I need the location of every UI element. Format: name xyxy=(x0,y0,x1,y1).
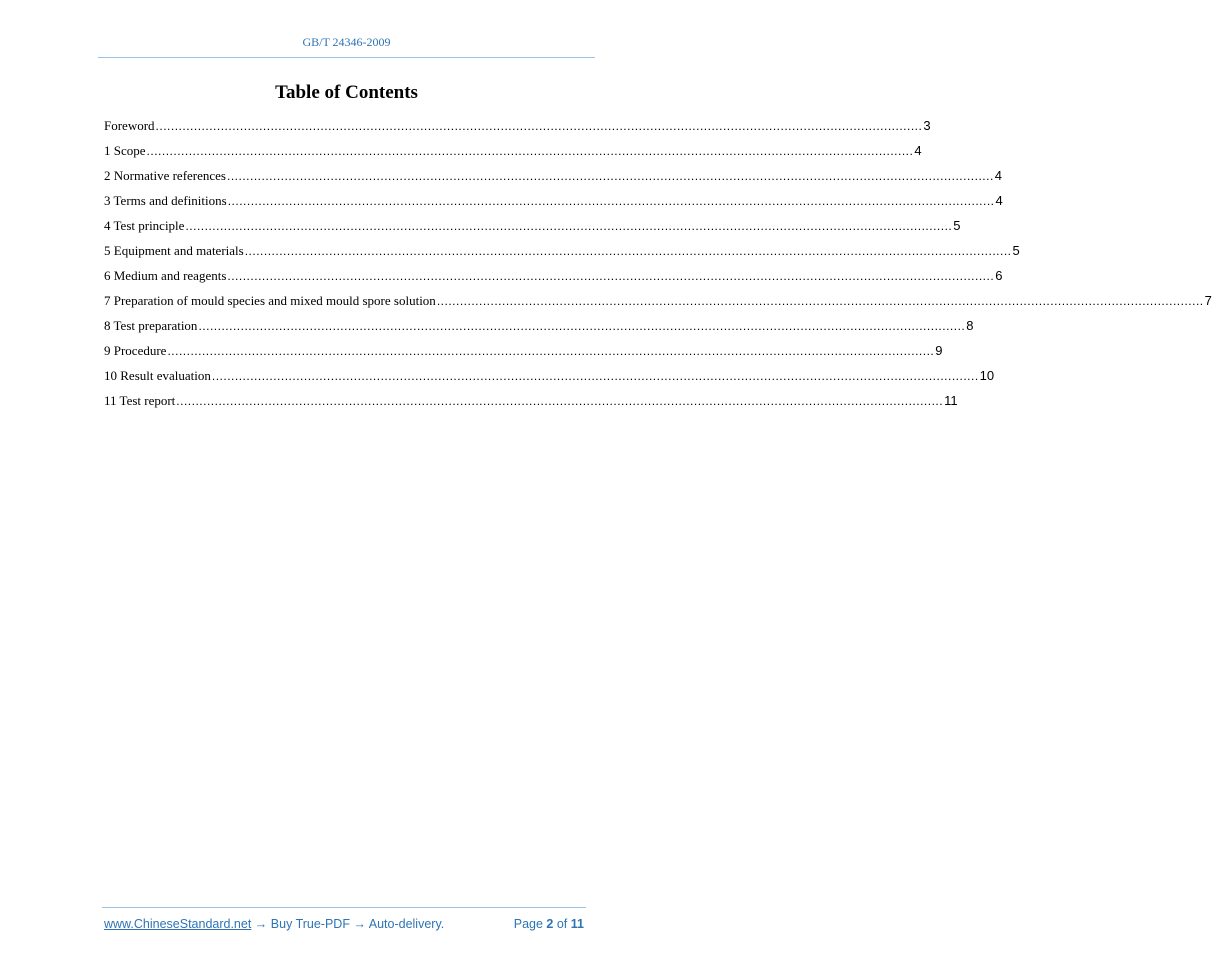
toc-entry-title: Foreword xyxy=(104,118,155,133)
site-link[interactable]: www.ChineseStandard.net xyxy=(104,917,252,931)
footer-divider xyxy=(102,907,586,908)
toc-entry-page: 6 xyxy=(995,268,1003,283)
toc-dot-leader: ........................................................................................................................................................................................................ xyxy=(185,219,953,233)
toc-entry[interactable] xyxy=(104,268,1003,293)
toc-entry-title: 11 Test report xyxy=(104,393,176,408)
toc-entry-page: 3 xyxy=(923,118,931,133)
toc-entry-title: 6 Medium and reagents xyxy=(104,268,227,283)
toc-title: Table of Contents xyxy=(275,82,418,103)
toc-entry-title: 1 Scope xyxy=(104,143,146,158)
toc-dot-leader: ........................................................................................................................................................................................................ xyxy=(167,344,935,358)
toc-dot-leader: ........................................................................................................................................................................................................ xyxy=(198,319,966,333)
toc-entry-title: 4 Test principle xyxy=(104,218,185,233)
toc-dot-leader: ........................................................................................................................................................................................................ xyxy=(176,394,944,408)
toc-entry[interactable] xyxy=(104,343,943,368)
toc-entry-page: 9 xyxy=(935,343,943,358)
footer xyxy=(104,917,584,931)
toc-entry-title: 3 Terms and definitions xyxy=(104,193,227,208)
toc-list xyxy=(104,118,1212,418)
toc-entry[interactable] xyxy=(104,243,1020,268)
toc-entry[interactable] xyxy=(104,218,961,243)
toc-entry[interactable] xyxy=(104,393,958,418)
toc-entry[interactable] xyxy=(104,118,931,143)
toc-entry-title: 9 Procedure xyxy=(104,343,167,358)
page-current: 2 xyxy=(546,917,554,931)
toc-entry[interactable] xyxy=(104,368,995,393)
arrow-icon: → xyxy=(254,917,268,931)
toc-entry-page: 10 xyxy=(979,368,995,383)
toc-entry-page: 7 xyxy=(1204,293,1212,308)
buy-pdf-text: Buy True-PDF xyxy=(270,917,350,931)
header-standard-code: GB/T 24346-2009 xyxy=(302,35,391,49)
toc-entry[interactable] xyxy=(104,143,922,168)
toc-entry-page: 11 xyxy=(944,393,958,408)
footer-promo xyxy=(104,917,444,931)
page-indicator xyxy=(514,917,584,931)
toc-dot-leader: ........................................................................................................................................................................................................ xyxy=(244,244,1012,258)
toc-dot-leader: ........................................................................................................................................................................................................ xyxy=(436,294,1204,308)
toc-entry-page: 4 xyxy=(995,193,1003,208)
toc-dot-leader: ........................................................................................................................................................................................................ xyxy=(146,144,914,158)
toc-entry-page: 8 xyxy=(966,318,974,333)
page-total: 11 xyxy=(570,917,584,931)
toc-entry-page: 4 xyxy=(914,143,922,158)
toc-entry-title: 2 Normative references xyxy=(104,168,226,183)
toc-entry-title: 7 Preparation of mould species and mixed mould spore solution xyxy=(104,293,436,308)
toc-dot-leader: ........................................................................................................................................................................................................ xyxy=(227,269,995,283)
toc-entry-title: 8 Test preparation xyxy=(104,318,198,333)
toc-dot-leader: ........................................................................................................................................................................................................ xyxy=(227,194,995,208)
toc-entry[interactable] xyxy=(104,168,1003,193)
toc-dot-leader: ........................................................................................................................................................................................................ xyxy=(155,119,923,133)
page-label: Page xyxy=(513,917,543,931)
toc-entry[interactable] xyxy=(104,318,974,343)
toc-dot-leader: ........................................................................................................................................................................................................ xyxy=(211,369,979,383)
toc-entry-title: 10 Result evaluation xyxy=(104,368,211,383)
toc-entry-page: 5 xyxy=(1012,243,1020,258)
toc-entry-title: 5 Equipment and materials xyxy=(104,243,244,258)
arrow-icon: → xyxy=(353,917,366,931)
toc-entry-page: 4 xyxy=(994,168,1003,183)
page-of-label: of xyxy=(556,917,568,931)
auto-delivery-text: Auto-delivery. xyxy=(368,917,445,931)
toc-entry[interactable] xyxy=(104,293,1212,318)
toc-entry[interactable] xyxy=(104,193,1003,218)
toc-entry-page: 5 xyxy=(953,218,961,233)
toc-dot-leader: ........................................................................................................................................................................................................ xyxy=(227,169,994,183)
header-divider xyxy=(98,57,595,58)
